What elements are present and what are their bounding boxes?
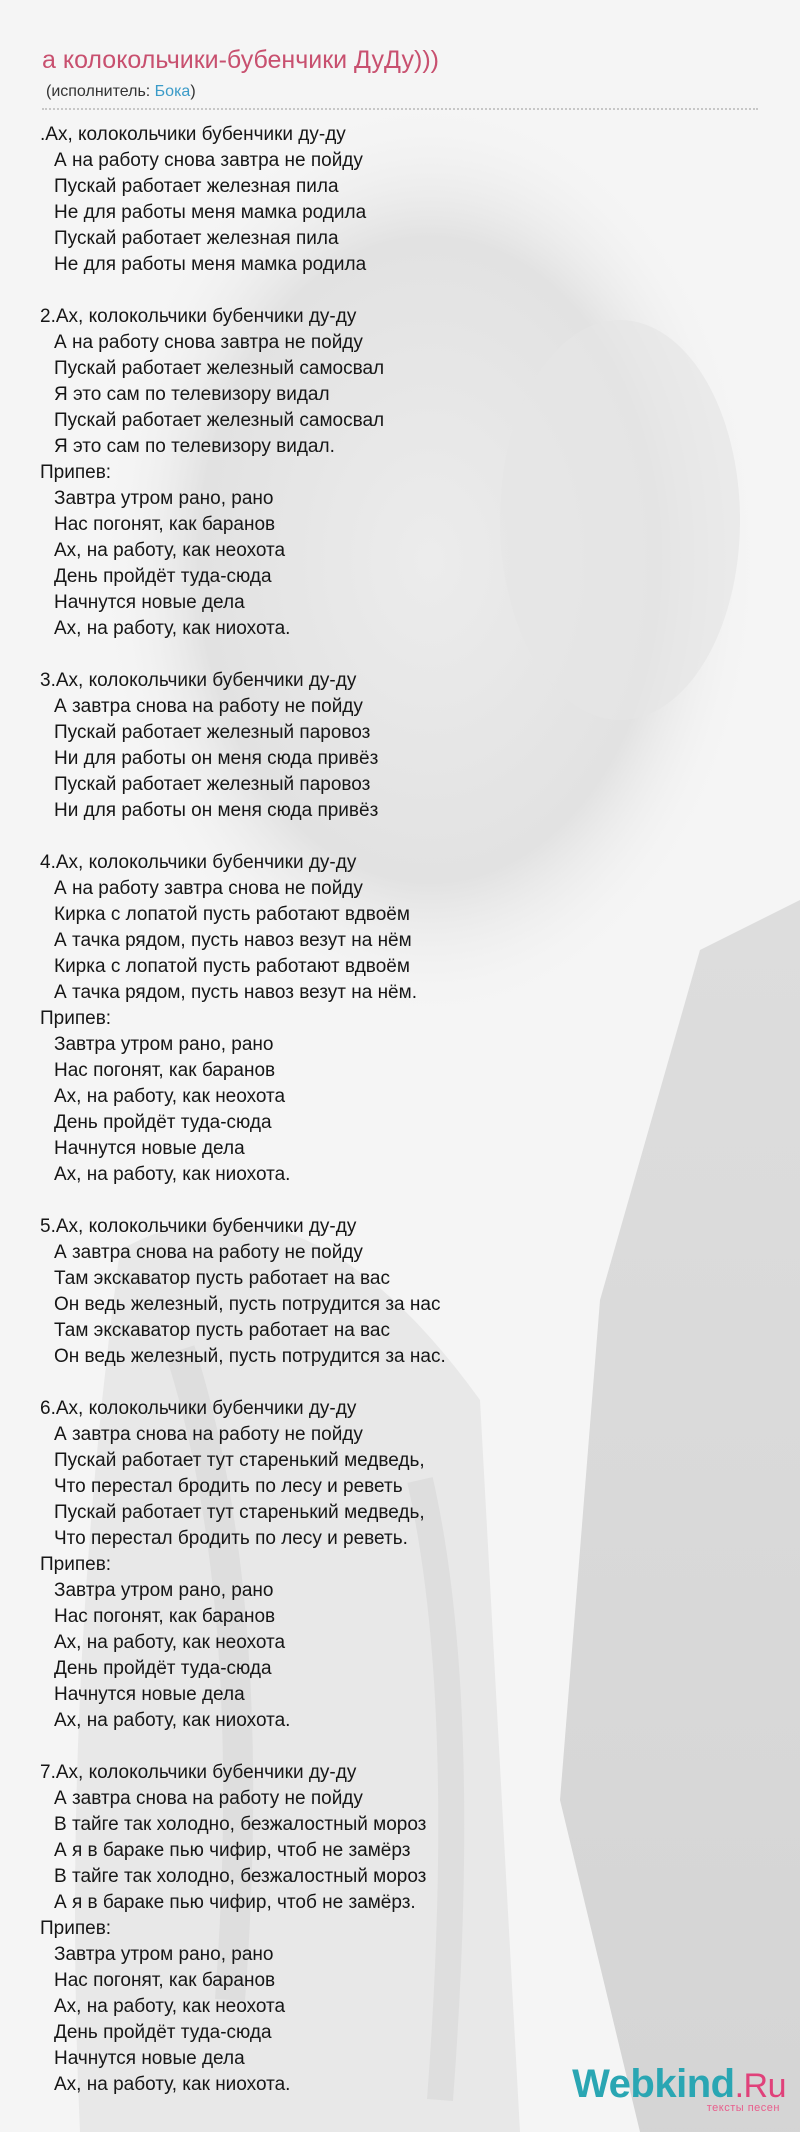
lyric-line: Нас погонят, как баранов <box>54 1606 276 1627</box>
lyric-line: Не для работы меня мамка родила <box>54 202 367 223</box>
lyric-line: Там экскаватор пусть работает на вас <box>54 1268 390 1289</box>
lyric-line: В тайге так холодно, безжалостный мороз <box>54 1814 427 1835</box>
lyric-line: Он ведь железный, пусть потрудится за нас <box>54 1294 441 1315</box>
lyric-line: Пускай работает железный паровоз <box>54 774 371 795</box>
lyric-line: Завтра утром рано, рано <box>54 1034 274 1055</box>
lyric-blank-line <box>40 1734 760 1760</box>
lyric-line: Ах, на работу, как ниохота. <box>54 618 291 639</box>
lyric-line: 3.Ах, колокольчики бубенчики ду-ду <box>40 670 357 691</box>
lyric-line: А завтра снова на работу не пойду <box>54 696 363 717</box>
lyric-line: Что перестал бродить по лесу и реветь. <box>54 1528 408 1549</box>
title-divider <box>42 108 758 110</box>
lyric-line: 6.Ах, колокольчики бубенчики ду-ду <box>40 1398 357 1419</box>
lyric-line: Пускай работает тут старенький медведь, <box>54 1450 425 1471</box>
lyric-blank-line <box>40 1370 760 1396</box>
lyric-line: Припев: <box>40 1008 112 1029</box>
lyric-line: Нас погонят, как баранов <box>54 514 276 535</box>
lyric-line: А завтра снова на работу не пойду <box>54 1242 363 1263</box>
logo-main-text: Webkind <box>572 2062 735 2106</box>
lyric-line: Завтра утром рано, рано <box>54 488 274 509</box>
lyric-line: А я в бараке пью чифир, чтоб не замёрз. <box>54 1892 416 1913</box>
lyric-line: Начнутся новые дела <box>54 1684 245 1705</box>
lyric-line: Припев: <box>40 1554 112 1575</box>
lyric-line: Кирка с лопатой пусть работают вдвоём <box>54 956 410 977</box>
lyric-line: Ах, на работу, как ниохота. <box>54 1710 291 1731</box>
lyric-line: А завтра снова на работу не пойду <box>54 1424 363 1445</box>
lyric-line: А на работу снова завтра не пойду <box>54 150 363 171</box>
artist-prefix: (исполнитель: <box>46 83 155 100</box>
lyric-blank-line <box>40 642 760 668</box>
lyric-line: Не для работы меня мамка родила <box>54 254 367 275</box>
artist-link[interactable]: Бока <box>154 83 191 100</box>
logo-wordmark <box>572 2064 786 2106</box>
lyric-line: Припев: <box>40 1918 112 1939</box>
lyric-line: Я это сам по телевизору видал. <box>54 436 335 457</box>
lyric-line: Ах, на работу, как неохота <box>54 540 286 561</box>
lyric-line: Нас погонят, как баранов <box>54 1060 276 1081</box>
lyric-line: 2.Ах, колокольчики бубенчики ду-ду <box>40 306 357 327</box>
lyric-blank-line <box>40 278 760 304</box>
lyric-line: Начнутся новые дела <box>54 1138 245 1159</box>
lyric-line: Я это сам по телевизору видал <box>54 384 330 405</box>
lyric-line: Ни для работы он меня сюда привёз <box>54 748 379 769</box>
lyric-line: Он ведь железный, пусть потрудится за нас. <box>54 1346 446 1367</box>
lyric-blank-line <box>40 824 760 850</box>
lyric-line: День пройдёт туда-сюда <box>54 566 272 587</box>
lyric-line: Пускай работает железный самосвал <box>54 358 385 379</box>
lyric-line: Нас погонят, как баранов <box>54 1970 276 1991</box>
logo-tagline: тексты песен <box>706 2102 780 2114</box>
song-title: а колокольчики-бубенчики ДуДу))) <box>42 46 439 74</box>
lyric-line: 4.Ах, колокольчики бубенчики ду-ду <box>40 852 357 873</box>
lyric-line: Там экскаватор пусть работает на вас <box>54 1320 390 1341</box>
lyric-line: Ах, на работу, как неохота <box>54 1632 286 1653</box>
lyric-line: Ах, на работу, как ниохота. <box>54 1164 291 1185</box>
lyric-line: Ах, на работу, как неохота <box>54 1996 286 2017</box>
lyric-line: Пускай работает тут старенький медведь, <box>54 1502 425 1523</box>
lyric-line: Кирка с лопатой пусть работают вдвоём <box>54 904 410 925</box>
lyric-line: Начнутся новые дела <box>54 2048 245 2069</box>
lyric-line: А я в бараке пью чифир, чтоб не замёрз <box>54 1840 411 1861</box>
lyric-line: 7.Ах, колокольчики бубенчики ду-ду <box>40 1762 357 1783</box>
lyric-line: Пускай работает железный самосвал <box>54 410 385 431</box>
lyric-line: День пройдёт туда-сюда <box>54 1112 272 1133</box>
lyric-line: Завтра утром рано, рано <box>54 1580 274 1601</box>
artist-suffix: ) <box>190 83 196 100</box>
lyric-line: .Ах, колокольчики бубенчики ду-ду <box>40 124 346 145</box>
lyrics-text <box>40 122 760 2098</box>
lyric-line: А на работу завтра снова не пойду <box>54 878 363 899</box>
logo-tld-text: .Ru <box>734 2067 786 2105</box>
lyric-line: Пускай работает железная пила <box>54 176 339 197</box>
lyric-line: 5.Ах, колокольчики бубенчики ду-ду <box>40 1216 357 1237</box>
lyric-blank-line <box>40 1188 760 1214</box>
lyric-line: Ах, на работу, как неохота <box>54 1086 286 1107</box>
lyric-line: Начнутся новые дела <box>54 592 245 613</box>
lyric-line: Пускай работает железный паровоз <box>54 722 371 743</box>
lyric-line: День пройдёт туда-сюда <box>54 2022 272 2043</box>
lyric-line: В тайге так холодно, безжалостный мороз <box>54 1866 427 1887</box>
lyric-line: А на работу снова завтра не пойду <box>54 332 363 353</box>
lyric-line: А завтра снова на работу не пойду <box>54 1788 363 1809</box>
site-logo[interactable] <box>572 2064 786 2114</box>
lyric-line: Завтра утром рано, рано <box>54 1944 274 1965</box>
lyric-line: Ни для работы он меня сюда привёз <box>54 800 379 821</box>
lyric-line: А тачка рядом, пусть навоз везут на нём <box>54 930 412 951</box>
artist-line <box>46 82 760 102</box>
lyric-line: Что перестал бродить по лесу и реветь <box>54 1476 403 1497</box>
lyric-line: А тачка рядом, пусть навоз везут на нём. <box>54 982 417 1003</box>
lyric-line: Ах, на работу, как ниохота. <box>54 2074 291 2095</box>
lyric-line: День пройдёт туда-сюда <box>54 1658 272 1679</box>
lyric-line: Припев: <box>40 462 112 483</box>
lyric-line: Пускай работает железная пила <box>54 228 339 249</box>
